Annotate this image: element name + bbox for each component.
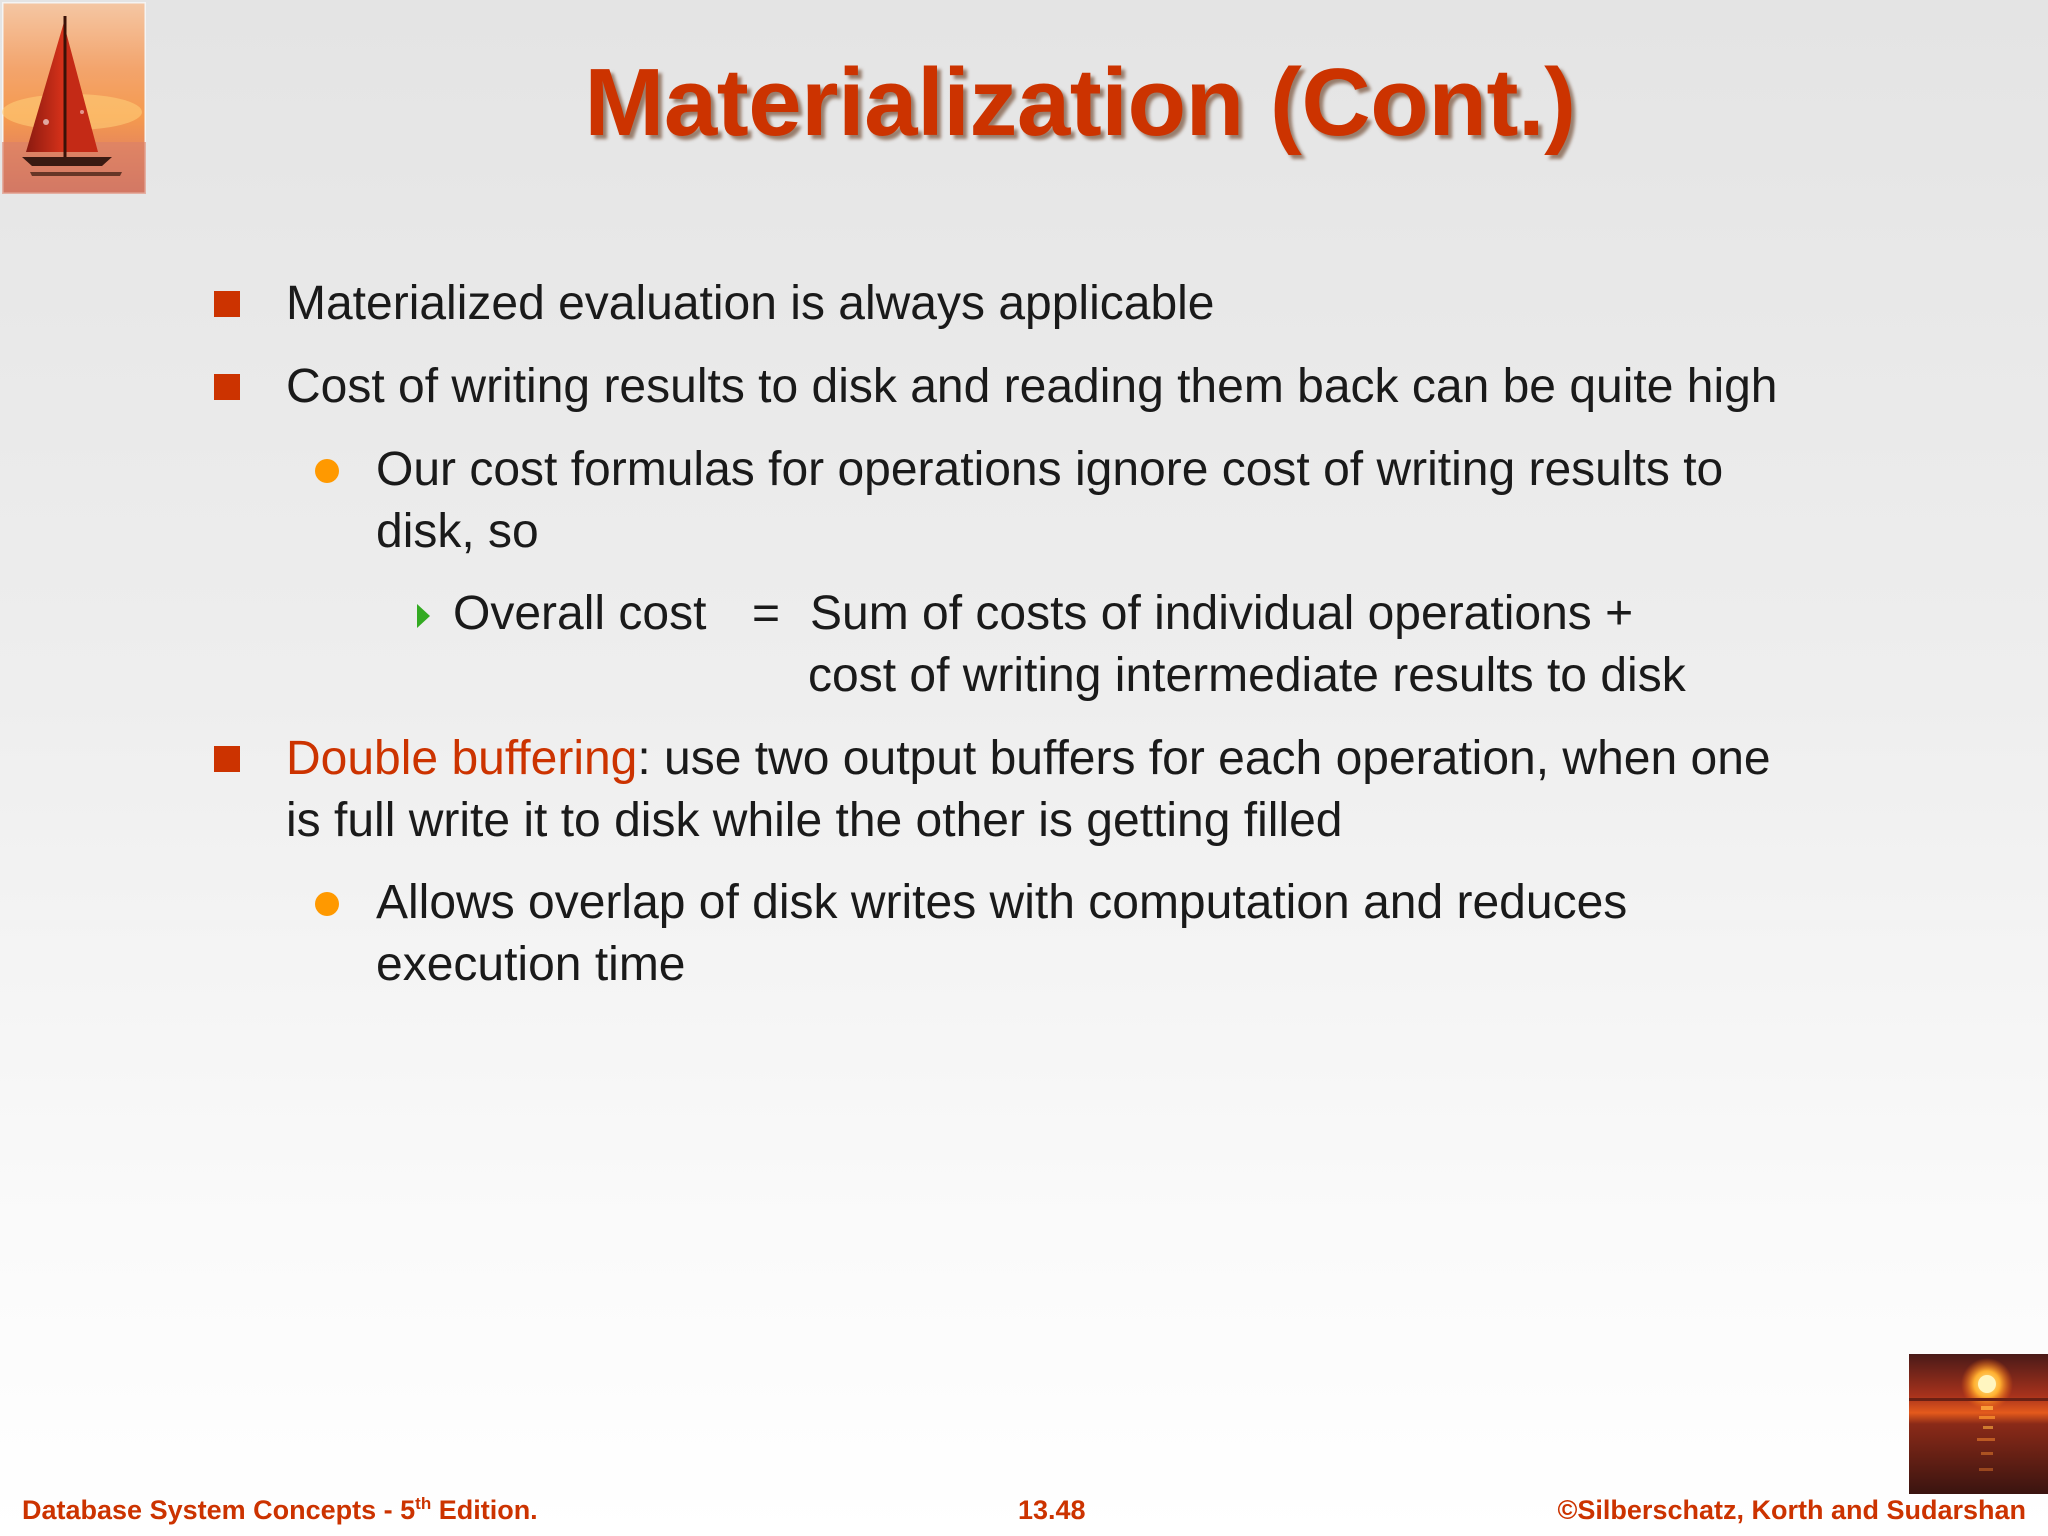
square-bullet-icon: [214, 746, 240, 772]
footer-copyright: ©Silberschatz, Korth and Sudarshan: [1557, 1495, 2026, 1525]
footer-left-sup: th: [415, 1494, 432, 1513]
triangle-bullet-icon: [417, 604, 430, 628]
overall-cost-line-1: Sum of costs of individual operations +: [810, 587, 1634, 640]
bullet-2-sub-1-line-1: Our cost formulas for operations ignore cost of writing results to: [376, 443, 1724, 496]
bullet-3-sub-1-line-2: execution time: [376, 938, 686, 991]
bullet-3-line-1-rest: : use two output buffers for each operation, when one: [637, 732, 1771, 785]
dot-bullet-icon: [315, 892, 339, 916]
bullet-3-sub-1-line-1: Allows overlap of disk writes with computation and reduces: [376, 876, 1628, 929]
square-bullet-icon: [214, 374, 240, 400]
footer-left-prefix: Database System Concepts - 5: [22, 1495, 416, 1525]
footer-page-number: 13.48: [1018, 1495, 1086, 1525]
square-bullet-icon: [214, 291, 240, 317]
sailboat-logo-icon: [2, 2, 146, 194]
sunset-logo-icon: [1909, 1354, 2048, 1494]
overall-cost-line-2: cost of writing intermediate results to disk: [808, 649, 1686, 702]
bullet-3-line-1: [286, 728, 1771, 790]
double-buffering-term: Double buffering: [286, 732, 638, 785]
bullet-2-sub-1-line-2: disk, so: [376, 505, 539, 558]
overall-cost-equals: =: [752, 587, 781, 640]
slide-title: Materialization (Cont.): [584, 49, 1576, 156]
footer-left: [22, 1492, 538, 1528]
dot-bullet-icon: [315, 459, 339, 483]
bullet-3-line-2: is full write it to disk while the other is getting filled: [286, 794, 1343, 847]
bullet-2-text: Cost of writing results to disk and reading them back can be quite high: [286, 360, 1778, 413]
overall-cost-label: Overall cost: [453, 587, 707, 640]
bullet-1-text: Materialized evaluation is always applicable: [286, 277, 1215, 330]
footer-left-suffix: Edition.: [431, 1495, 538, 1525]
